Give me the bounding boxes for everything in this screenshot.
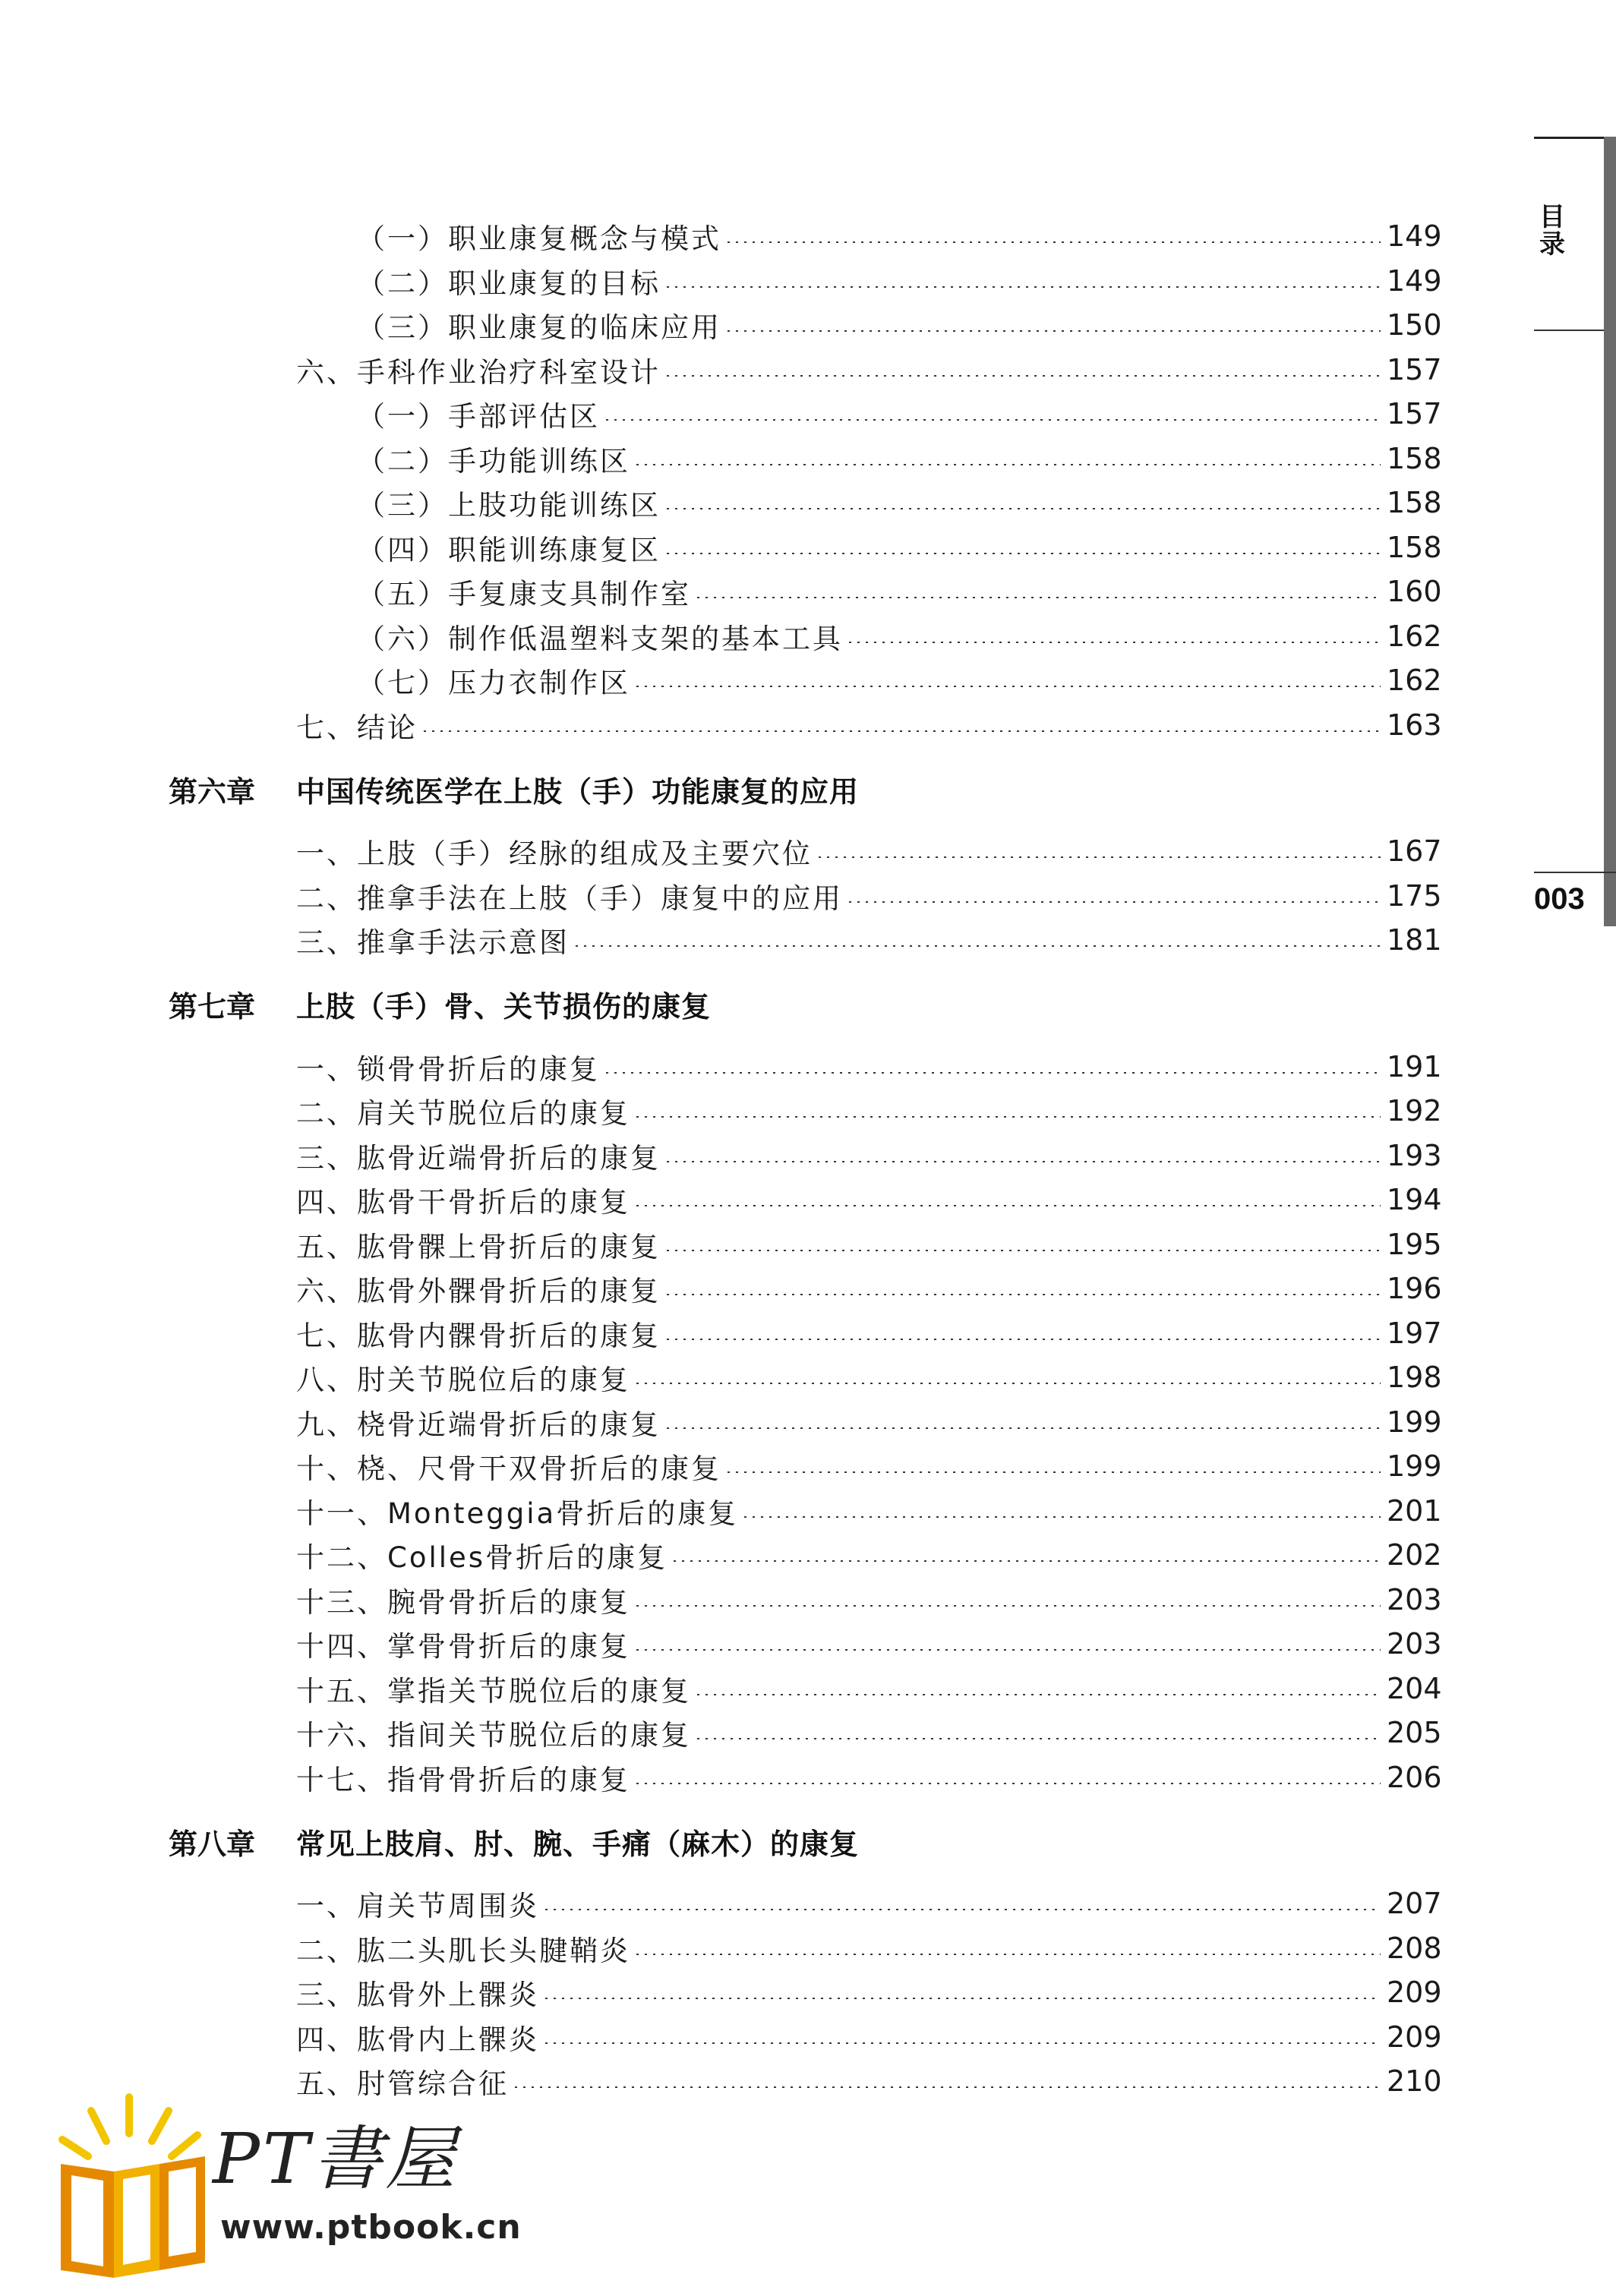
chapter-heading — [0, 981, 1443, 1028]
toc-entry-title: 二、肱二头肌长头腱鞘炎 — [296, 1934, 630, 1967]
chapter-number: 第八章 — [169, 1827, 256, 1861]
toc-entry[interactable] — [0, 1311, 1443, 1356]
chapter-heading — [0, 1818, 1443, 1865]
dot-leader — [421, 730, 1381, 732]
toc-entry-title: （四）职能训练康复区 — [357, 533, 661, 566]
toc-entry-title: 六、肱骨外髁骨折后的康复 — [296, 1275, 661, 1308]
dot-leader — [664, 508, 1381, 509]
dot-leader — [633, 1649, 1381, 1651]
toc-entry-page: 158 — [1387, 486, 1442, 520]
toc-entry-title: 八、肘关节脱位后的康复 — [296, 1364, 630, 1397]
toc-entry-title: 一、肩关节周围炎 — [296, 1890, 539, 1923]
dot-leader — [724, 330, 1381, 332]
toc-entry-page: 210 — [1387, 2064, 1442, 2099]
edge-stripe — [1604, 137, 1616, 926]
toc-entry-page: 158 — [1387, 441, 1442, 475]
toc-entry-title: （一）手部评估区 — [357, 400, 600, 434]
dot-leader — [633, 1783, 1381, 1784]
toc-entry[interactable] — [0, 481, 1443, 525]
dot-leader — [816, 856, 1381, 858]
toc-entry-page: 202 — [1387, 1538, 1442, 1572]
logo-book-icon — [61, 2156, 205, 2278]
toc-entry-title: 五、肘管综合征 — [296, 2067, 509, 2101]
dot-leader — [542, 1909, 1381, 1910]
toc-entry-title: 六、手科作业治疗科室设计 — [296, 355, 661, 389]
dot-leader — [664, 1339, 1381, 1340]
dot-leader — [694, 1738, 1381, 1739]
toc-entry-title: （一）职业康复概念与模式 — [357, 222, 721, 256]
section-tab-label: 目 录 — [1539, 202, 1565, 260]
toc-entry[interactable] — [0, 614, 1443, 659]
toc-entry[interactable] — [0, 703, 1443, 748]
toc-entry-title: 二、肩关节脱位后的康复 — [296, 1097, 630, 1131]
chapter-title: 常见上肢肩、肘、腕、手痛（麻木）的康复 — [296, 1827, 860, 1861]
toc-entry-page: 206 — [1387, 1760, 1442, 1794]
toc-entry[interactable] — [0, 918, 1443, 963]
dot-leader — [633, 1116, 1381, 1118]
toc-entry-title: 四、肱骨干骨折后的康复 — [296, 1186, 630, 1219]
toc-entry-page: 208 — [1387, 1931, 1442, 1965]
toc-entry-title: 三、推拿手法示意图 — [296, 926, 570, 960]
toc-entry-page: 198 — [1387, 1361, 1442, 1395]
dot-leader — [664, 375, 1381, 377]
toc-entry-page: 209 — [1387, 2020, 1442, 2054]
dot-leader — [633, 464, 1381, 465]
chapter-number: 第七章 — [169, 990, 256, 1023]
toc-entry-page: 197 — [1387, 1316, 1442, 1350]
toc-entry-page: 162 — [1387, 619, 1442, 653]
dot-leader — [633, 1383, 1381, 1384]
chapter-heading — [0, 765, 1443, 812]
toc-entry[interactable] — [0, 1489, 1443, 1534]
toc-entry-title: 十六、指间关节脱位后的康复 — [296, 1719, 691, 1752]
toc-entry-title: 七、肱骨内髁骨折后的康复 — [296, 1319, 661, 1352]
toc-entry[interactable] — [0, 2015, 1443, 2060]
toc-entry-page: 162 — [1387, 664, 1442, 698]
toc-entry-title: （二）职业康复的目标 — [357, 266, 661, 300]
toc-entry[interactable] — [0, 1755, 1443, 1800]
toc-entry[interactable] — [0, 1881, 1443, 1926]
toc-entry-page: 167 — [1387, 834, 1442, 869]
toc-entry-title: 十、桡、尺骨干双骨折后的康复 — [296, 1452, 721, 1486]
dot-leader — [694, 597, 1381, 598]
dot-leader — [664, 1161, 1381, 1162]
toc-entry-page: 203 — [1387, 1627, 1442, 1661]
toc-entry[interactable] — [0, 1400, 1443, 1445]
toc-entry[interactable] — [0, 1533, 1443, 1578]
dot-leader — [633, 1605, 1381, 1607]
toc-entry-page: 149 — [1387, 219, 1442, 254]
toc-entry-page: 157 — [1387, 352, 1442, 386]
dot-leader — [846, 642, 1381, 643]
toc-entry-page: 150 — [1387, 308, 1442, 342]
toc-entry[interactable] — [0, 1578, 1443, 1623]
toc-entry[interactable] — [0, 214, 1443, 259]
dot-leader — [633, 1954, 1381, 1955]
toc-entry-page: 205 — [1387, 1716, 1442, 1750]
toc-entry[interactable] — [0, 437, 1443, 481]
dot-leader — [664, 553, 1381, 554]
toc-entry-title: 二、推拿手法在上肢（手）康复中的应用 — [296, 882, 843, 915]
toc-entry[interactable] — [0, 348, 1443, 393]
toc-entry-page: 199 — [1387, 1405, 1442, 1439]
dot-leader — [542, 1998, 1381, 1999]
toc-entry[interactable] — [0, 1622, 1443, 1667]
toc-entry-page: 192 — [1387, 1094, 1442, 1128]
dot-leader — [664, 1427, 1381, 1429]
toc-entry-page: 199 — [1387, 1449, 1442, 1484]
toc-entry-title: （三）职业康复的临床应用 — [357, 311, 721, 345]
toc-entry-title: 十一、Monteggia骨折后的康复 — [296, 1496, 739, 1530]
toc-entry-title: （二）手功能训练区 — [357, 444, 630, 478]
toc-entry[interactable] — [0, 525, 1443, 570]
dot-leader — [664, 1294, 1381, 1295]
toc-entry-page: 193 — [1387, 1138, 1442, 1172]
dot-leader — [694, 1694, 1381, 1695]
toc-entry-page: 160 — [1387, 575, 1442, 609]
toc-entry-page: 149 — [1387, 263, 1442, 298]
toc-entry-page: 163 — [1387, 708, 1442, 742]
dot-leader — [603, 1072, 1381, 1074]
toc-entry-title: （三）上肢功能训练区 — [357, 489, 661, 522]
toc-entry[interactable] — [0, 1266, 1443, 1311]
toc-entry[interactable] — [0, 829, 1443, 874]
toc-entry-title: 十五、掌指关节脱位后的康复 — [296, 1674, 691, 1708]
watermark-url: www.ptbook.cn — [220, 2208, 522, 2247]
toc-entry-title: 五、肱骨髁上骨折后的康复 — [296, 1230, 661, 1263]
toc-entry[interactable] — [0, 1178, 1443, 1222]
toc-entry-page: 207 — [1387, 1887, 1442, 1921]
dot-leader — [671, 1560, 1381, 1562]
toc-entry-page: 209 — [1387, 1976, 1442, 2010]
dot-leader — [664, 286, 1381, 288]
toc-entry[interactable] — [0, 1222, 1443, 1267]
dot-leader — [741, 1516, 1381, 1518]
watermark-brand: PT書屋 — [213, 2118, 459, 2200]
toc-entry-title: 九、桡骨近端骨折后的康复 — [296, 1408, 661, 1441]
toc-entry[interactable] — [0, 303, 1443, 348]
toc-entry[interactable] — [0, 1970, 1443, 2015]
toc-entry-page: 158 — [1387, 530, 1442, 564]
toc-entry-title: 一、上肢（手）经脉的组成及主要穴位 — [296, 837, 813, 871]
table-of-contents — [0, 214, 1443, 2104]
dot-leader — [603, 419, 1381, 421]
dot-leader — [724, 1471, 1381, 1473]
toc-entry-title: 十三、腕骨骨折后的康复 — [296, 1585, 630, 1619]
page-number: 003 — [1534, 882, 1585, 916]
toc-entry-title: （五）手复康支具制作室 — [357, 578, 691, 611]
toc-entry[interactable] — [0, 1926, 1443, 1971]
toc-entry-page: 196 — [1387, 1272, 1442, 1306]
dot-leader — [846, 901, 1381, 903]
chapter-title: 中国传统医学在上肢（手）功能康复的应用 — [296, 774, 860, 809]
dot-leader — [724, 241, 1381, 243]
toc-entry-page: 195 — [1387, 1227, 1442, 1261]
toc-entry[interactable] — [0, 1134, 1443, 1178]
toc-entry-title: 三、肱骨近端骨折后的康复 — [296, 1141, 661, 1175]
toc-entry-title: （六）制作低温塑料支架的基本工具 — [357, 622, 843, 655]
toc-entry[interactable] — [0, 1667, 1443, 1711]
toc-entry-page: 191 — [1387, 1049, 1442, 1083]
toc-entry[interactable] — [0, 569, 1443, 614]
toc-entry-title: （七）压力衣制作区 — [357, 667, 630, 700]
toc-entry-page: 157 — [1387, 397, 1442, 431]
toc-entry[interactable] — [0, 1089, 1443, 1134]
dot-leader — [542, 2042, 1381, 2044]
toc-entry[interactable] — [0, 1355, 1443, 1400]
toc-entry-page: 201 — [1387, 1493, 1442, 1528]
toc-entry-page: 175 — [1387, 878, 1442, 913]
dot-leader — [633, 686, 1381, 687]
dot-leader — [512, 2086, 1381, 2088]
toc-entry[interactable] — [0, 1444, 1443, 1489]
chapter-number: 第六章 — [169, 774, 256, 809]
toc-entry-page: 181 — [1387, 923, 1442, 957]
toc-entry-title: 十四、掌骨骨折后的康复 — [296, 1630, 630, 1664]
dot-leader — [633, 1205, 1381, 1206]
toc-entry-page: 204 — [1387, 1671, 1442, 1705]
toc-entry-title: 十七、指骨骨折后的康复 — [296, 1763, 630, 1796]
toc-entry-title: 七、结论 — [296, 711, 418, 744]
dot-leader — [573, 945, 1381, 947]
toc-entry[interactable] — [0, 259, 1443, 304]
toc-entry[interactable] — [0, 392, 1443, 437]
toc-entry[interactable] — [0, 658, 1443, 703]
dot-leader — [664, 1250, 1381, 1251]
tab-divider-bottom — [1534, 872, 1616, 873]
toc-entry-title: 四、肱骨内上髁炎 — [296, 2023, 539, 2056]
toc-entry[interactable] — [0, 1711, 1443, 1755]
toc-entry-page: 194 — [1387, 1183, 1442, 1217]
toc-entry[interactable] — [0, 874, 1443, 919]
toc-entry[interactable] — [0, 1045, 1443, 1090]
toc-entry-title: 十二、Colles骨折后的康复 — [296, 1541, 668, 1575]
toc-entry-title: 三、肱骨外上髁炎 — [296, 1979, 539, 2012]
logo-rays — [62, 2097, 197, 2156]
chapter-title: 上肢（手）骨、关节损伤的康复 — [296, 990, 712, 1023]
toc-entry-page: 203 — [1387, 1582, 1442, 1616]
toc-entry-title: 一、锁骨骨折后的康复 — [296, 1052, 600, 1086]
